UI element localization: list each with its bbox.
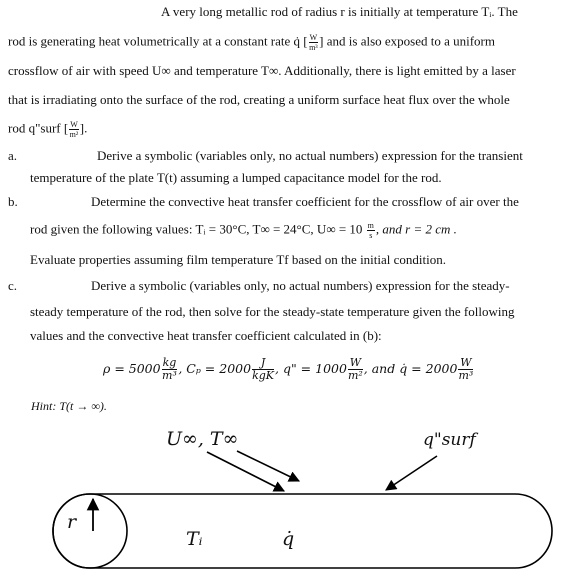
part-c-marker: c.	[8, 278, 18, 293]
flux-arrow	[386, 456, 437, 490]
part-a-marker: a.	[8, 148, 18, 163]
flow-arrow-2	[237, 451, 299, 481]
flow-arrow-1	[207, 452, 284, 491]
intro-line-3: crossflow of air with speed U∞ and temperature T∞. Additionally, there is light emitted by a laser	[8, 63, 516, 78]
radius-label: r	[67, 511, 77, 533]
unit-fraction: $\frac{W}{\text{m²}}$	[69, 120, 79, 139]
intro-line-5-a: rod q"surf [	[8, 120, 69, 136]
intro-line-4: that is irradiating onto the surface of the rod, creating a uniform surface heat flux over the whole	[8, 92, 510, 107]
intro-line-1: A very long metallic rod of radius r is initially at temperature Tᵢ. The	[161, 4, 518, 19]
part-c-line-3: values and the convective heat transfer coefficient calculated in (b):	[30, 328, 382, 343]
initial-temp-label: Tᵢ	[186, 528, 203, 550]
intro-line-2-b: ] and is also exposed to a uniform	[319, 33, 495, 49]
part-a-line-1: Derive a symbolic (variables only, no actual numbers) expression for the transient	[97, 148, 523, 163]
rod-outline	[53, 494, 552, 568]
part-a-line-2: temperature of the plate T(t) assuming a lumped capacitance model for the rod.	[30, 170, 442, 185]
rho-unit-fraction: $\frac{kg}{\text{m³}}$	[162, 356, 177, 382]
part-b-marker: b.	[8, 194, 18, 209]
part-b-line-2-b: , and r = 2 cm .	[375, 221, 457, 237]
hint-text: Hint: T(t → ∞).	[31, 399, 107, 413]
equation-values: ρ = 5000 $\frac{kg}{\text{m³}}$ , Cₚ = 2000 J kgK , q" = 1000 $\frac{W}{\text{m²}}$ , and q̇ = 2000 $\frac{W}{\text{m³}}$	[103, 356, 474, 382]
heat-generation-label: q̇	[282, 528, 295, 550]
unit-fraction: $\frac{W}{\text{m³}}$	[309, 33, 318, 52]
unit-fraction: $\frac{m}{s}$	[367, 221, 374, 240]
qdot-unit-fraction: $\frac{W}{\text{m³}}$	[458, 356, 474, 382]
part-b-line-1: Determine the convective heat transfer coefficient for the crossflow of air over the	[91, 194, 519, 209]
part-c-line-1: Derive a symbolic (variables only, no actual numbers) expression for the steady-	[91, 278, 510, 293]
part-b-line-2-a: rod given the following values: Tᵢ = 30°C, T∞ = 24°C, U∞ = 10	[30, 221, 366, 237]
q-unit-fraction: $\frac{W}{\text{m²}}$	[347, 356, 363, 382]
rod-end-circle	[53, 494, 127, 568]
part-b-line-3: Evaluate properties assuming film temperature Tf based on the initial condition.	[30, 252, 447, 267]
flow-label: U∞, T∞	[166, 428, 239, 450]
part-c-line-2: steady temperature of the rod, then solve for the steady-state temperature given the following	[30, 304, 515, 319]
intro-line-2-a: rod is generating heat volumetrically at a constant rate q̇ [	[8, 33, 308, 49]
cp-unit-fraction: J kgK	[252, 356, 274, 382]
intro-line-5-b: ].	[79, 120, 88, 136]
surface-flux-label: q"surf	[423, 430, 476, 450]
